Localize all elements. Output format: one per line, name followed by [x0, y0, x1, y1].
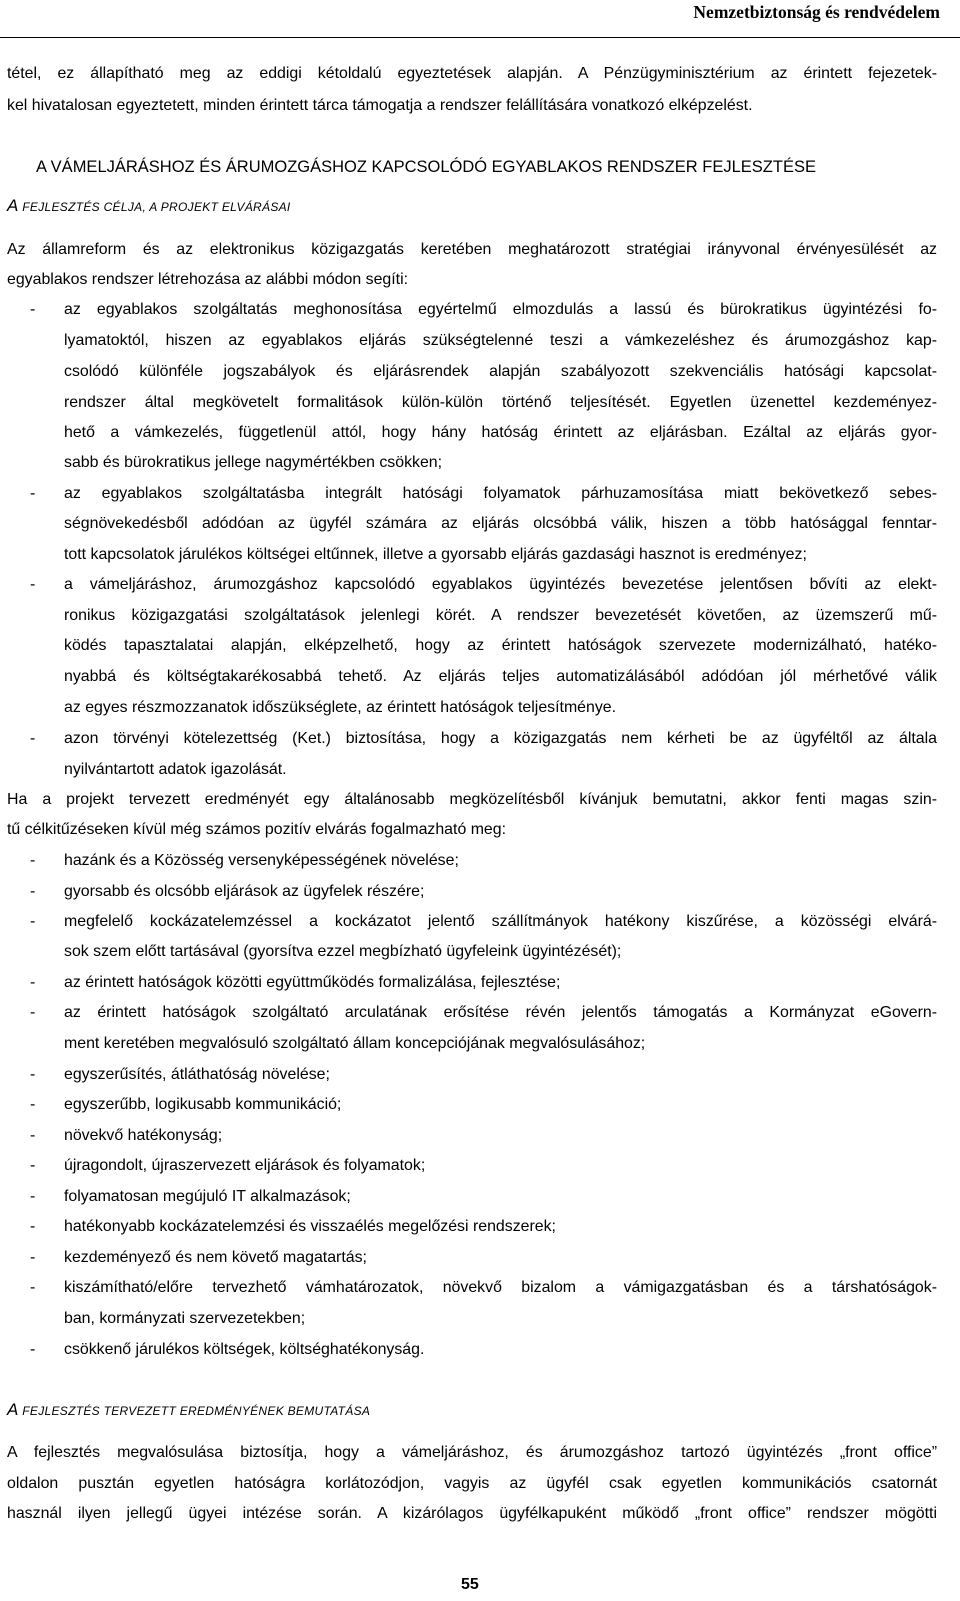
list-item-line: hazánk és a Közösség versenyképességének növelése;: [64, 852, 459, 869]
list-item-line: sok szem előtt tartásával (gyorsítva ezzel megbízható ügyfeleink ügyintézését);: [64, 943, 622, 960]
list-item-line: ségnövekedésből adódóan az ügyfél számára az eljárás olcsóbbá válik, hiszen a több hatósággal fenntar-: [64, 515, 937, 532]
bullet-dash: -: [30, 485, 36, 502]
list-item-line: megfelelő kockázatelemzéssel a kockázatot jelentő szállítmányok hatékony kiszűrése, a közösségi elvárá-: [64, 913, 937, 930]
bullet-dash: -: [30, 974, 36, 991]
list-item-line: az érintett hatóságok közötti együttműködés formalizálása, fejlesztése;: [64, 974, 561, 991]
list-item-line: tott kapcsolatok járulékos költségei eltűnnek, illetve a gyorsabb eljárás gazdasági hasznot is eredményez;: [64, 546, 807, 563]
para2-line-1: Ha a projekt tervezett eredményét egy általánosabb megközelítésből kívánjuk bemutatni, akkor fenti magas szin-: [7, 791, 937, 808]
list-item-line: nyilvántartott adatok igazolását.: [64, 761, 287, 778]
list-item-line: rendszer által megkövetelt formalitások külön-külön történő teljesítését. Egyetlen üzenettel kezdeményez-: [64, 394, 937, 411]
list-item-line: lyamatoktól, hiszen az egyablakos eljárás szükségtelenné teszi a vámkezeléshez és árumozgáshoz kap-: [64, 332, 937, 349]
list-item-line: újragondolt, újraszervezett eljárások és folyamatok;: [64, 1157, 426, 1174]
bullet-dash: -: [30, 1127, 36, 1144]
bullet-dash: -: [30, 1066, 36, 1083]
list-item-line: folyamatosan megújuló IT alkalmazások;: [64, 1188, 351, 1205]
list-item-line: az egyablakos szolgáltatás meghonosítása egyértelmű elmozdulás a lassú és bürokratikus ügyintézési fo-: [64, 301, 937, 318]
bullet-dash: -: [30, 1004, 36, 1021]
bullet-dash: -: [30, 883, 36, 900]
para2-line-2: tű célkitűzéseken kívül még számos pozitív elvárás fogalmazható meg:: [7, 821, 507, 838]
bullet-dash: -: [30, 730, 36, 747]
list-item-line: ban, kormányzati szervezetekben;: [64, 1310, 306, 1327]
list-item-line: egyszerűsítés, átláthatóság növelése;: [64, 1066, 330, 1083]
bullet-dash: -: [30, 1341, 36, 1358]
list-item-line: az egyablakos szolgáltatásba integrált hatósági folyamatok párhuzamosítása miatt bekövetkező sebes-: [64, 485, 937, 502]
list-item-line: kezdeményező és nem követő magatartás;: [64, 1249, 367, 1266]
page-number: 55: [461, 1576, 479, 1593]
subheading-results: A FEJLESZTÉS TERVEZETT EREDMÉNYÉNEK BEMUTATÁSA: [7, 1400, 371, 1419]
bullet-dash: -: [30, 576, 36, 593]
para1-line-2: egyablakos rendszer létrehozása az alábbi módon segíti:: [7, 271, 409, 288]
para3-line-1: A fejlesztés megvalósulása biztosítja, hogy a vámeljáráshoz, és árumozgáshoz tartozó ügyintézés „front office”: [7, 1444, 937, 1461]
list-item-line: az érintett hatóságok szolgáltató arculatának erősítése révén jelentős támogatás a Kormányzat eGovern-: [64, 1004, 937, 1021]
list-item-line: kiszámítható/előre tervezhető vámhatározatok, növekvő bizalom a vámigazgatásban és a társhatóságok-: [64, 1279, 937, 1296]
list-item-line: nyabbá és költségtakarékosabbá tehető. Az eljárás teljes automatizálásából adódóan jól mérhetővé válik: [64, 668, 937, 685]
subheading-goals: A FEJLESZTÉS CÉLJA, A PROJEKT ELVÁRÁSAI: [7, 196, 291, 215]
bullet-dash: -: [30, 1188, 36, 1205]
list-item-line: csökkenő járulékos költségek, költséghatékonyság.: [64, 1341, 425, 1358]
para3-line-2: oldalon pusztán egyetlen hatóságra korlátozódjon, vagyis az ügyfél csak egyetlen kommunikációs csatornát: [7, 1475, 937, 1492]
para1-line-1: Az államreform és az elektronikus közigazgatás keretében meghatározott stratégiai irányvonal érvényesülését az: [7, 241, 937, 258]
list-item-line: az egyes részmozzanatok időszükséglete, az érintett hatóságok teljesítménye.: [64, 699, 617, 716]
intro-line-1: tétel, ez állapítható meg az eddigi kétoldalú egyeztetések alapján. A Pénzügyminisztérium az érintett fejezetek-: [7, 65, 937, 82]
bullet-dash: -: [30, 1157, 36, 1174]
list-item-line: azon törvényi kötelezettség (Ket.) biztosítása, hogy a közigazgatás nem kérheti be az ügyféltől az általa: [64, 730, 937, 747]
list-item-line: csolódó különféle jogszabályok és eljárásrendek alapján szabályozott szekvenciális hatósági kapcsolat-: [64, 363, 937, 380]
list-item-line: hető a vámkezelés, függetlenül attól, hogy hány hatóság érintett az eljárásban. Ezáltal az eljárás gyor-: [64, 424, 937, 441]
list-item-line: ronikus közigazgatási szolgáltatások jelenlegi körét. A rendszer bevezetését követően, az üzemszerű mű-: [64, 607, 937, 624]
list-item-line: ment keretében megvalósuló szolgáltató állam koncepciójának megvalósulásához;: [64, 1035, 646, 1052]
list-item-line: növekvő hatékonyság;: [64, 1127, 223, 1144]
bullet-dash: -: [30, 913, 36, 930]
section-title: A VÁMELJÁRÁSHOZ ÉS ÁRUMOZGÁSHOZ KAPCSOLÓDÓ EGYABLAKOS RENDSZER FEJLESZTÉSE: [36, 158, 816, 176]
bullet-dash: -: [30, 1249, 36, 1266]
page-header-title: Nemzetbiztonság és rendvédelem: [693, 2, 940, 22]
list-item-line: a vámeljáráshoz, árumozgáshoz kapcsolódó egyablakos ügyintézés bevezetése jelentősen bővíti az elekt-: [64, 576, 937, 593]
list-item-line: ködés tapasztalatai alapján, elképzelhető, hogy az érintett hatóságok szervezete modernizálható, hatéko-: [64, 637, 937, 654]
list-item-line: hatékonyabb kockázatelemzési és visszaélés megelőzési rendszerek;: [64, 1218, 556, 1235]
bullet-dash: -: [30, 852, 36, 869]
list-item-line: gyorsabb és olcsóbb eljárások az ügyfelek részére;: [64, 883, 425, 900]
list-item-line: egyszerűbb, logikusabb kommunikáció;: [64, 1096, 342, 1113]
bullet-dash: -: [30, 1218, 36, 1235]
list-item-line: sabb és bürokratikus jellege nagymértékben csökken;: [64, 454, 443, 471]
bullet-dash: -: [30, 1096, 36, 1113]
bullet-dash: -: [30, 301, 36, 318]
header-rule: [0, 37, 960, 38]
para3-line-3: használ ilyen jellegű ügyei intézése során. A kizárólagos ügyfélkapuként működő „front office” rendszer mögötti: [7, 1505, 937, 1522]
bullet-dash: -: [30, 1279, 36, 1296]
intro-line-2: kel hivatalosan egyeztetett, minden érintett tárca támogatja a rendszer felállítására vonatkozó elképzelést.: [7, 97, 753, 114]
